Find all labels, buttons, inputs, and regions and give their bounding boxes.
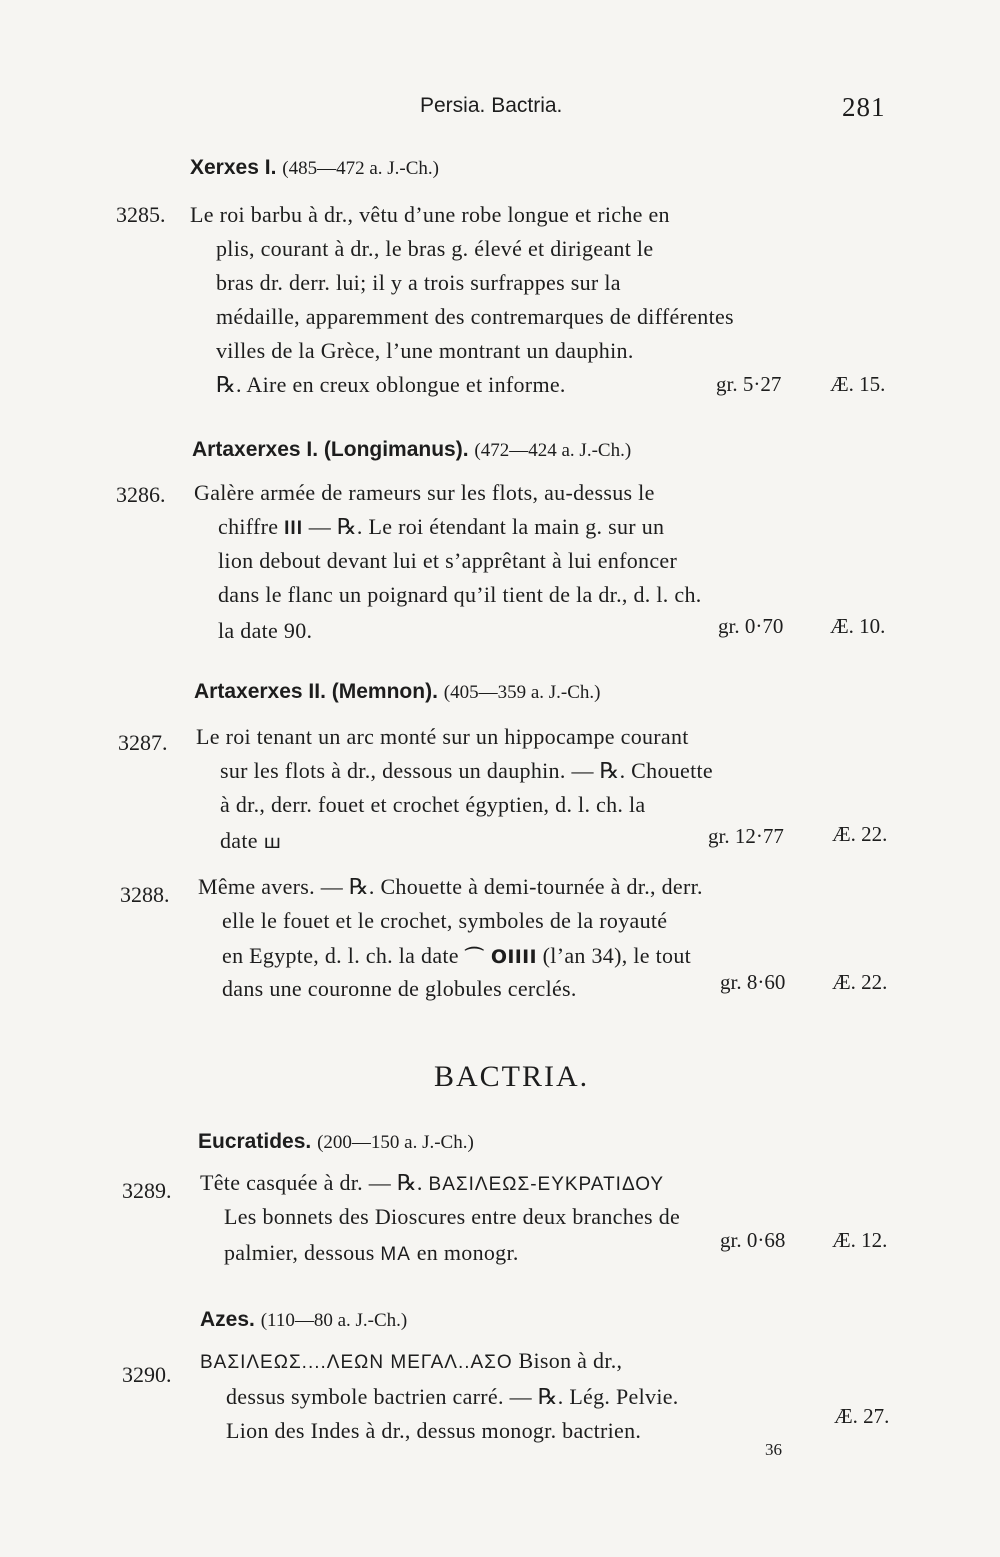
entry-3288-line-2: elle le fouet et le crochet, symboles de la royauté bbox=[222, 908, 668, 933]
entry-3286-line-2-rest: — ℞. Le roi étendant la main g. sur un bbox=[308, 514, 665, 539]
running-header: Persia. Bactria. bbox=[420, 94, 563, 117]
section-title: BACTRIA. bbox=[434, 1060, 590, 1093]
ruler-dates: (200—150 a. J.-Ch.) bbox=[317, 1132, 474, 1153]
entry-3288-line-3-rest: (l’an 34), le tout bbox=[542, 943, 692, 968]
entry-number-3290: 3290. bbox=[122, 1362, 172, 1387]
entry-3289-line-2: Les bonnets des Dioscures entre deux branches de bbox=[224, 1204, 681, 1229]
ruler-heading-artaxerxes-2 bbox=[194, 680, 600, 704]
entry-3285-line-2: plis, courant à dr., le bras g. élevé et dirigeant le bbox=[216, 236, 654, 261]
entry-3290-line-1-text: Bison à dr., bbox=[518, 1348, 623, 1373]
entry-3285-line-6: ℞. Aire en creux oblongue et informe. bbox=[216, 372, 566, 397]
entry-3290-line-2: dessus symbole bactrien carré. — ℞. Lég. Pelvie. bbox=[226, 1384, 679, 1409]
entry-3285-line-3: bras dr. derr. lui; il y a trois surfrappes sur la bbox=[216, 270, 621, 295]
entry-3289-metal: Æ. 12. bbox=[832, 1228, 888, 1252]
entry-3288-line-4: dans une couronne de globules cerclés. bbox=[222, 976, 577, 1001]
ruler-name: Azes. bbox=[200, 1308, 255, 1331]
entry-number-3288: 3288. bbox=[120, 882, 170, 907]
entry-3289-weight: gr. 0·68 bbox=[720, 1228, 786, 1252]
entry-3289-line-3 bbox=[224, 1240, 519, 1266]
numeral-glyph: III bbox=[284, 518, 303, 539]
entry-3290-line-1 bbox=[200, 1348, 622, 1374]
entry-3289-line-3-rest: en monogr. bbox=[416, 1240, 519, 1265]
entry-3289-line-3-text: palmier, dessous bbox=[224, 1240, 375, 1265]
entry-3289-line-1 bbox=[200, 1170, 664, 1196]
entry-3288-line-3 bbox=[222, 942, 691, 969]
greek-legend: ΒΑΣΙΛΕΩΣ....ΛΕΩΝ ΜΕΓΑΛ..ΑΣΟ bbox=[200, 1352, 513, 1373]
entry-3285-line-1: Le roi barbu à dr., vêtu d’une robe longue et riche en bbox=[190, 202, 670, 227]
entry-3286-line-2-text: chiffre bbox=[218, 514, 279, 539]
entry-3286-line-1: Galère armée de rameurs sur les flots, au-dessus le bbox=[194, 480, 655, 505]
entry-3286-line-2 bbox=[218, 514, 664, 540]
entry-3286-line-3: lion debout devant lui et s’apprêtant à lui enfoncer bbox=[218, 548, 678, 573]
entry-3285-line-5: villes de la Grèce, l’une montrant un dauphin. bbox=[216, 338, 634, 363]
entry-3288-metal: Æ. 22. bbox=[832, 970, 888, 994]
entry-3286-weight: gr. 0·70 bbox=[718, 614, 784, 638]
entry-3289-line-1-text: Tête casquée à dr. — ℞. bbox=[200, 1170, 423, 1195]
ruler-dates: (472—424 a. J.-Ch.) bbox=[474, 440, 632, 461]
entry-3287-line-2: sur les flots à dr., dessous un dauphin. — ℞. Chouette bbox=[220, 758, 713, 783]
ruler-name: Xerxes I. bbox=[190, 156, 277, 179]
ruler-name: Eucratides. bbox=[198, 1130, 312, 1153]
entry-3287-line-4-text: date bbox=[220, 828, 258, 853]
ruler-heading-eucratides bbox=[198, 1130, 474, 1154]
date-glyph: ⌒ OIIII bbox=[464, 946, 537, 968]
entry-3286-metal: Æ. 10. bbox=[830, 614, 886, 638]
ruler-dates: (110—80 a. J.-Ch.) bbox=[260, 1310, 408, 1331]
entry-3290-metal: Æ. 27. bbox=[834, 1404, 890, 1428]
ruler-dates: (405—359 a. J.-Ch.) bbox=[443, 682, 601, 703]
entry-3286-line-4: dans le flanc un poignard qu’il tient de la dr., d. l. ch. bbox=[218, 582, 702, 607]
entry-3287-line-4 bbox=[220, 828, 281, 854]
entry-3287-line-1: Le roi tenant un arc monté sur un hippocampe courant bbox=[196, 724, 689, 749]
entry-3287-weight: gr. 12·77 bbox=[708, 824, 784, 848]
entry-3285-line-4: médaille, apparemment des contremarques de différentes bbox=[216, 304, 734, 329]
ruler-heading-xerxes bbox=[190, 156, 439, 180]
entry-3286-line-5: la date 90. bbox=[218, 618, 313, 643]
greek-legend: ΒΑΣΙΛΕΩΣ-ΕΥΚΡΑΤΙΔΟΥ bbox=[428, 1174, 665, 1195]
ruler-dates: (485—472 a. J.-Ch.) bbox=[282, 158, 439, 179]
entry-3288-weight: gr. 8·60 bbox=[720, 970, 786, 994]
entry-number-3289: 3289. bbox=[122, 1178, 172, 1203]
ruler-heading-azes bbox=[200, 1308, 407, 1332]
entry-3285-metal: Æ. 15. bbox=[830, 372, 886, 396]
entry-3287-line-3: à dr., derr. fouet et crochet égyptien, d. l. ch. la bbox=[220, 792, 646, 817]
entry-3287-metal: Æ. 22. bbox=[832, 822, 888, 846]
entry-3288-line-3-text: en Egypte, d. l. ch. la date bbox=[222, 943, 459, 968]
entry-number-3287: 3287. bbox=[118, 730, 168, 755]
entry-3285-weight: gr. 5·27 bbox=[716, 372, 782, 396]
ruler-name: Artaxerxes II. (Memnon). bbox=[194, 680, 438, 703]
date-glyph: ꟺ bbox=[263, 831, 282, 853]
monogram: MA bbox=[380, 1244, 411, 1265]
ruler-heading-artaxerxes-1 bbox=[192, 438, 631, 462]
entry-number-3286: 3286. bbox=[116, 482, 166, 507]
entry-3290-line-3: Lion des Indes à dr., dessus monogr. bactrien. bbox=[226, 1418, 642, 1443]
page-number: 281 bbox=[842, 92, 886, 122]
ruler-name: Artaxerxes I. (Longimanus). bbox=[192, 438, 469, 461]
signature-mark: 36 bbox=[765, 1440, 782, 1459]
entry-3288-line-1: Même avers. — ℞. Chouette à demi-tournée à dr., derr. bbox=[198, 874, 703, 899]
entry-number-3285: 3285. bbox=[116, 202, 166, 227]
